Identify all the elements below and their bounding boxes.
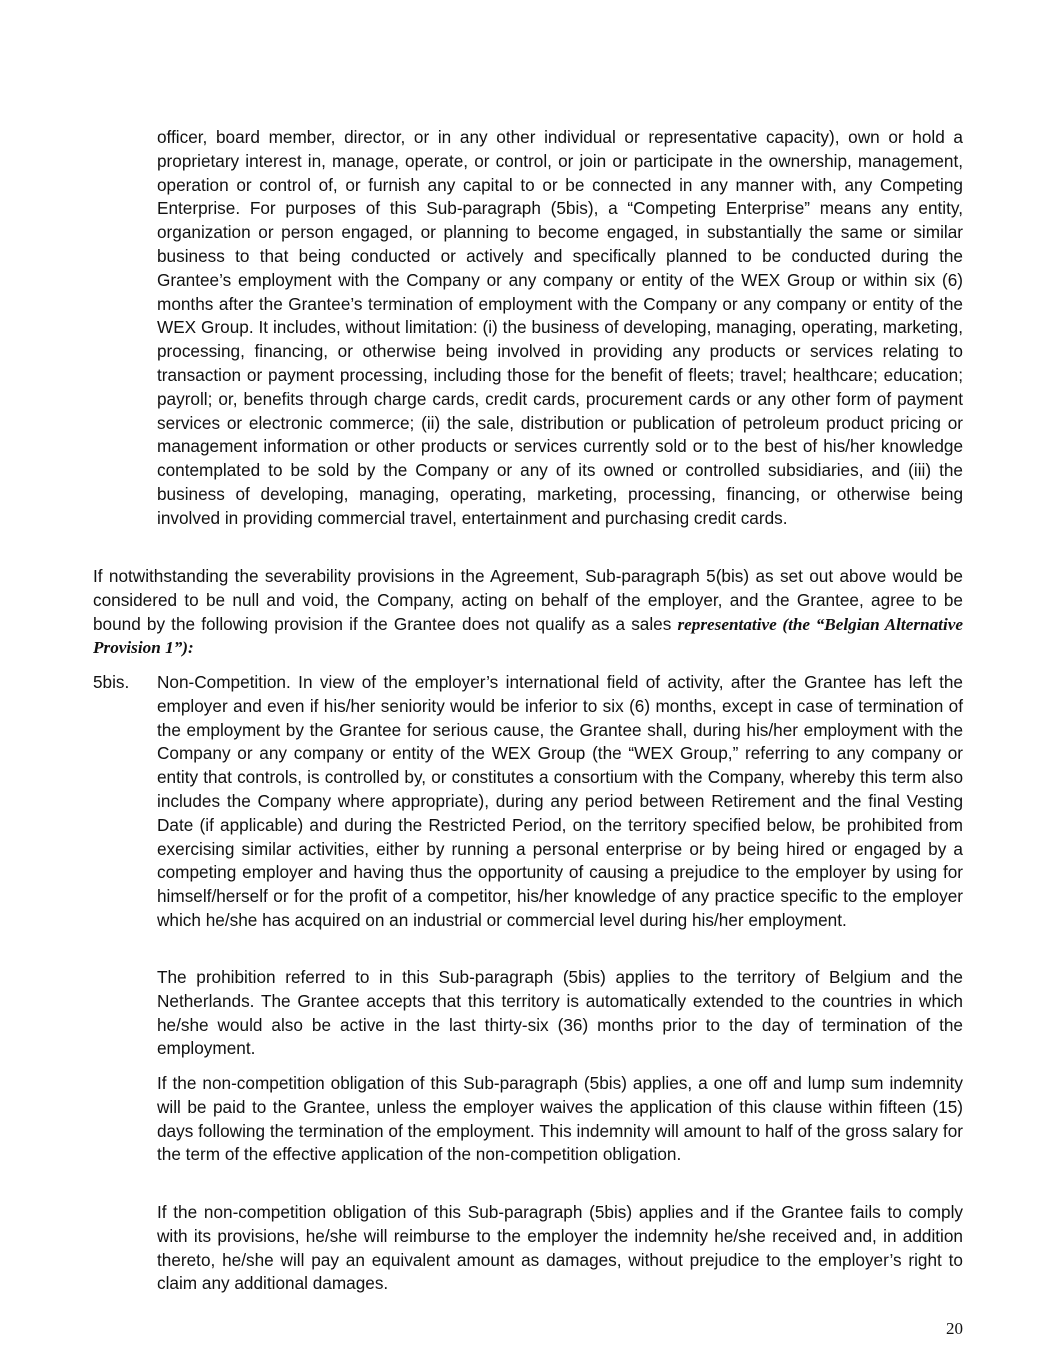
paragraph-severability bbox=[93, 565, 963, 660]
paragraph-territory: The prohibition referred to in this Sub-paragraph (5bis) applies to the territory of Belgium and the Netherlands. The Grantee accepts that this territory is automatically extended to the countries in which he/she would also be active in the last thirty-six (36) months prior to the day of termination of the employment. bbox=[157, 967, 963, 1059]
severability-text: If notwithstanding the severability provisions in the Agreement, Sub-paragraph 5(bis) as set out above would be considered to be null and void, the Company, acting on behalf of the employer, and the Grantee, agree to be bound by the following provision if the Grantee does not qualify as a sales bbox=[93, 566, 963, 634]
paragraph-competing-enterprise: officer, board member, director, or in any other individual or representative capacity), own or hold a proprietary interest in, manage, operate, or control, or join or participate in the ownership, management, operation or control of, or furnish any capital to or be connected in any manner with, any Competing Enterprise. For purposes of this Sub-paragraph (5bis), a “Competing Enterprise” means any entity, organization or person engaged, or planning to become engaged, in substantially the same or similar business to that being conducted or actively and specifically planned to be conducted during the Grantee’s employment with the Company or any company or entity of the WEX Group or within six (6) months after the Grantee’s termination of employment with the Company or any company or entity of the WEX Group. It includes, without limitation: (i) the business of developing, managing, operating, marketing, processing, financing, or otherwise being involved in providing any products or services relating to transaction or payment processing, including those for the benefit of fleets; travel; healthcare; education; payroll; or, benefits through charge cards, credit cards, procurement cards or any other form of payment services or electronic commerce; (ii) the sale, distribution or publication of petroleum product pricing or management information or other products or services currently sold or to the best of his/her knowledge contemplated to be sold by the Company or any of its owned or controlled subsidiaries, and (iii) the business of developing, managing, operating, marketing, processing, financing, or otherwise being involved in providing commercial travel, entertainment and purchasing credit cards. bbox=[157, 127, 963, 528]
paragraph-non-competition: Non-Competition. In view of the employer’s international field of activity, after the Grantee has left the employer and even if his/her seniority would be inferior to six (6) months, except in case of termination of the employment by the Grantee for serious cause, the Grantee shall, during his/her employment with the Company or any company or entity of the WEX Group (the “WEX Group,” referring to any company or entity that controls, is controlled by, or constitutes a consortium with the Company, whereby this term also includes the Company where appropriate), during any period between Retirement and the final Vesting Date (if applicable) and during the Restricted Period, on the territory specified below, be prohibited from exercising similar activities, either by running a personal enterprise or by being hired or engaged by a competing employer and having thus the opportunity of causing a prejudice to the employer by using for himself/herself or for the profit of a competitor, his/her knowledge of any practice specific to the employer which he/she has acquired on an industrial or commercial level during his/her employment. bbox=[157, 672, 963, 930]
section-label-5bis: 5bis. bbox=[93, 672, 130, 692]
provision-title: representative (the “Belgian Alternative Provision 1”): bbox=[93, 614, 963, 658]
paragraph-reimbursement: If the non-competition obligation of this Sub-paragraph (5bis) applies and if the Grantee fails to comply with its provisions, he/she will reimburse to the employer the indemnity he/she received and, in addition thereto, he/she will pay an equivalent amount as damages, without prejudice to the employer’s right to claim any additional damages. bbox=[157, 1202, 963, 1294]
page-number: 20 bbox=[946, 1319, 963, 1338]
paragraph-indemnity: If the non-competition obligation of this Sub-paragraph (5bis) applies, a one off and lump sum indemnity will be paid to the Grantee, unless the employer waives the application of this clause within fifteen (15) days following the termination of the employment. This indemnity will amount to half of the gross salary for the term of the effective application of the non-competition obligation. bbox=[157, 1073, 963, 1165]
